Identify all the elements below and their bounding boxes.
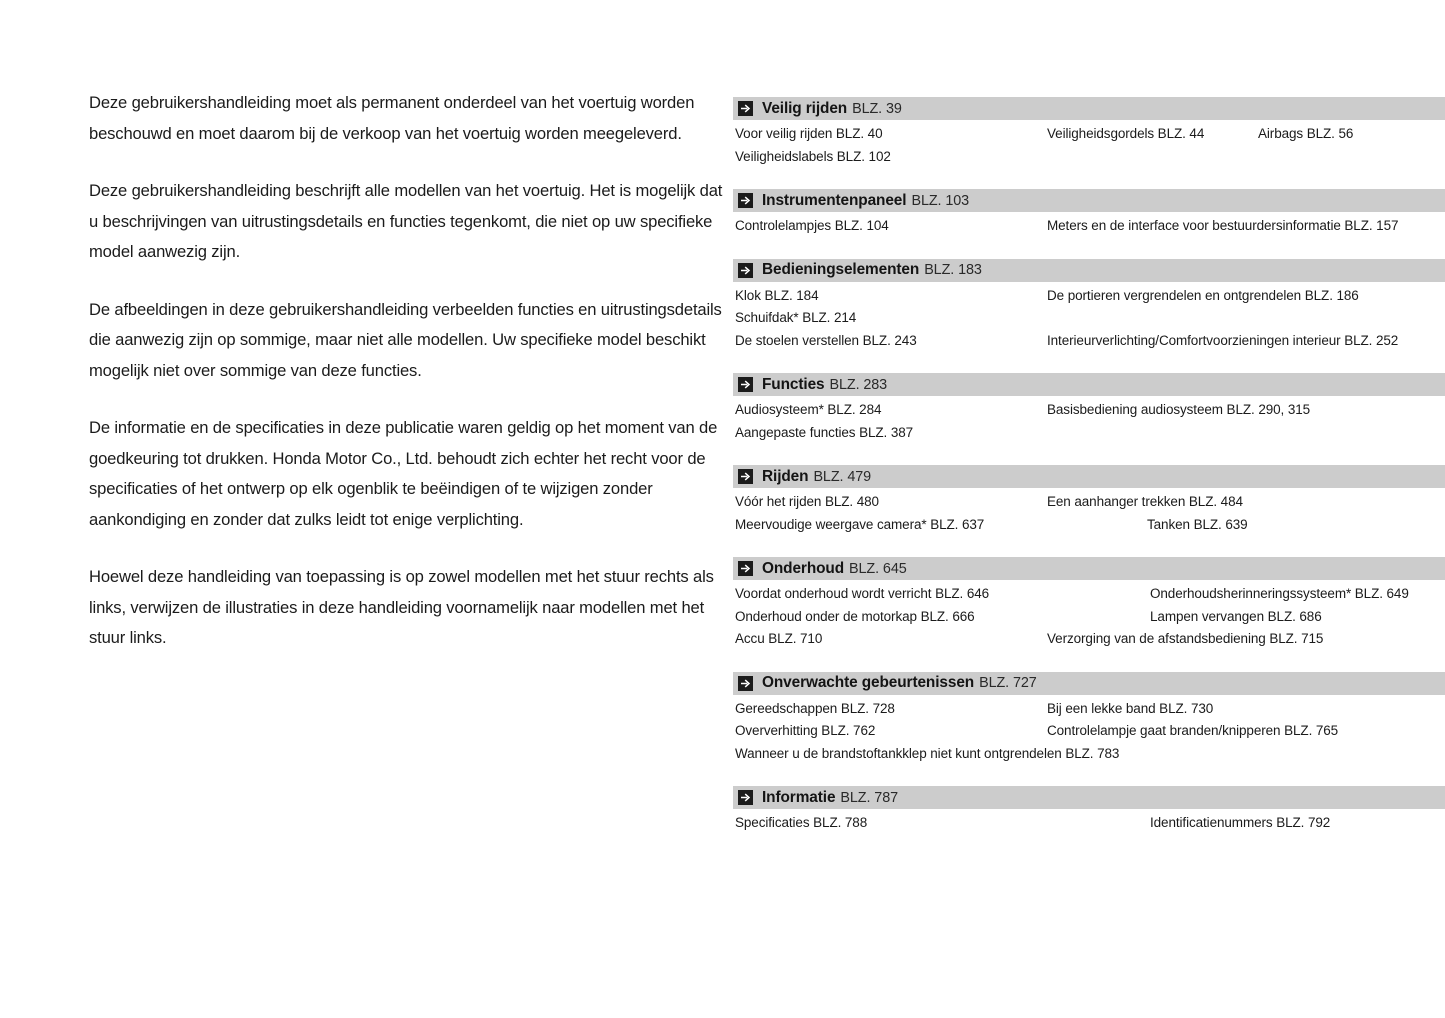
toc-section-gap bbox=[733, 765, 1445, 786]
intro-paragraph: De informatie en de specificaties in deze publicatie waren geldig op het moment van de goedkeuring tot drukken. Honda Motor Co., Ltd. behoudt zich echter het recht voor de specificaties of het ontwerp op elk ogenblik te beëindigen of te wijzigen zonder aankondiging en zonder dat zulks leidt tot enige verplichting. bbox=[89, 418, 718, 529]
arrow-right-box-icon bbox=[738, 469, 753, 484]
toc-item[interactable]: De stoelen verstellen BLZ. 243 bbox=[735, 332, 917, 348]
toc-item[interactable]: Onderhoudsherinneringssysteem* BLZ. 649 bbox=[1150, 586, 1409, 601]
toc-item-row bbox=[733, 743, 1445, 766]
toc-item[interactable]: Veiligheidslabels BLZ. 102 bbox=[735, 148, 891, 164]
toc-item[interactable]: Oververhitting BLZ. 762 bbox=[735, 723, 876, 738]
toc-section bbox=[733, 97, 1445, 189]
toc-item[interactable]: Meervoudige weergave camera* BLZ. 637 bbox=[735, 516, 985, 532]
toc-item-row bbox=[733, 606, 1445, 629]
toc-item[interactable]: Verzorging van de afstandsbediening BLZ. 715 bbox=[1047, 631, 1324, 646]
toc-item-row bbox=[733, 307, 1445, 330]
toc-section bbox=[733, 557, 1445, 672]
toc-section-page: BLZ. 103 bbox=[911, 192, 970, 209]
toc-section bbox=[733, 672, 1445, 787]
toc-item[interactable]: Meters en de interface voor bestuurdersinformatie BLZ. 157 bbox=[1047, 218, 1399, 233]
toc-section-title: Onderhoud bbox=[762, 559, 845, 577]
arrow-right-box-icon bbox=[738, 101, 753, 116]
toc-section-header[interactable] bbox=[733, 465, 1445, 488]
toc-item[interactable]: Controlelampje gaat branden/knipperen BLZ. 765 bbox=[1047, 723, 1339, 738]
toc-section-gap bbox=[733, 444, 1445, 465]
toc-section bbox=[733, 189, 1445, 259]
toc-section-title: Veilig rijden bbox=[762, 99, 848, 117]
toc-item-row bbox=[733, 422, 1445, 445]
toc-section-items bbox=[733, 120, 1445, 168]
toc-section-title: Informatie bbox=[762, 788, 836, 806]
toc-section-gap bbox=[733, 536, 1445, 557]
toc-item[interactable]: Klok BLZ. 184 bbox=[735, 287, 819, 303]
toc-section-title: Onverwachte gebeurtenissen bbox=[762, 674, 975, 691]
toc-item[interactable]: Wanneer u de brandstoftankklep niet kunt ontgrendelen BLZ. 783 bbox=[735, 745, 1120, 761]
intro-text-column bbox=[89, 88, 723, 654]
toc-item[interactable]: Aangepaste functies BLZ. 387 bbox=[735, 424, 914, 440]
toc-section-gap bbox=[733, 168, 1445, 189]
toc-item[interactable]: Gereedschappen BLZ. 728 bbox=[735, 700, 895, 716]
toc-section bbox=[733, 373, 1445, 465]
toc-item[interactable]: Controlelampjes BLZ. 104 bbox=[735, 218, 889, 233]
toc-item-row bbox=[733, 146, 1445, 169]
toc-item-row bbox=[733, 720, 1445, 743]
toc-section-items bbox=[733, 488, 1445, 536]
toc-item[interactable]: Lampen vervangen BLZ. 686 bbox=[1150, 608, 1322, 624]
toc-section bbox=[733, 786, 1445, 835]
toc-section-title: Rijden bbox=[762, 467, 809, 485]
intro-paragraph: De afbeeldingen in deze gebruikershandleiding verbeelden functies en uitrustingsdetails die aanwezig zijn op sommige, maar niet alle modellen. Uw specifieke model beschikt mogelijk niet over sommige van deze functies. bbox=[89, 299, 722, 380]
toc-item[interactable]: Tanken BLZ. 639 bbox=[1147, 516, 1248, 532]
toc-section-header[interactable] bbox=[733, 672, 1445, 695]
toc-section-items bbox=[733, 396, 1445, 444]
intro-paragraph: Deze gebruikershandleiding moet als permanent onderdeel van het voertuig worden beschouwd en moet daarom bij de verkoop van het voertuig worden meegeleverd. bbox=[89, 93, 695, 143]
toc-item[interactable]: Interieurverlichting/Comfortvoorzieningen interieur BLZ. 252 bbox=[1047, 332, 1399, 348]
table-of-contents bbox=[733, 97, 1445, 835]
toc-section-items bbox=[733, 580, 1445, 651]
toc-item[interactable]: Specificaties BLZ. 788 bbox=[735, 815, 868, 830]
toc-item-row bbox=[733, 583, 1445, 606]
toc-section-page: BLZ. 39 bbox=[852, 100, 902, 117]
toc-section-header[interactable] bbox=[733, 557, 1445, 580]
toc-section-header[interactable] bbox=[733, 786, 1445, 809]
arrow-right-box-icon bbox=[738, 377, 753, 392]
toc-section-page: BLZ. 479 bbox=[813, 468, 872, 485]
toc-item[interactable]: Identificatienummers BLZ. 792 bbox=[1150, 815, 1331, 830]
toc-item[interactable]: Voor veilig rijden BLZ. 40 bbox=[735, 126, 883, 141]
toc-item-row bbox=[733, 123, 1445, 146]
toc-section-header[interactable] bbox=[733, 189, 1445, 212]
toc-section-page: BLZ. 283 bbox=[829, 376, 888, 393]
toc-item-row bbox=[733, 628, 1445, 651]
toc-item[interactable]: Veiligheidsgordels BLZ. 44 bbox=[1047, 126, 1205, 141]
toc-item-row bbox=[733, 215, 1445, 238]
toc-section-items bbox=[733, 695, 1445, 766]
toc-section-page: BLZ. 727 bbox=[979, 675, 1037, 691]
toc-item[interactable]: Bij een lekke band BLZ. 730 bbox=[1047, 700, 1214, 716]
toc-section-title: Functies bbox=[762, 375, 825, 393]
toc-item-row bbox=[733, 812, 1445, 835]
toc-item-row bbox=[733, 514, 1445, 537]
toc-section-page: BLZ. 645 bbox=[849, 560, 907, 577]
toc-item[interactable]: Voordat onderhoud wordt verricht BLZ. 646 bbox=[735, 586, 990, 601]
toc-section-items bbox=[733, 282, 1445, 353]
toc-section-gap bbox=[733, 651, 1445, 672]
toc-section-header[interactable] bbox=[733, 373, 1445, 396]
toc-item[interactable]: Schuifdak* BLZ. 214 bbox=[735, 310, 857, 325]
toc-section-page: BLZ. 183 bbox=[924, 262, 982, 278]
toc-item[interactable]: Audiosysteem* BLZ. 284 bbox=[735, 402, 882, 417]
toc-section-title: Instrumentenpaneel bbox=[762, 191, 907, 209]
toc-item[interactable]: De portieren vergrendelen en ontgrendelen BLZ. 186 bbox=[1047, 287, 1359, 303]
toc-item-row bbox=[733, 330, 1445, 353]
toc-section-gap bbox=[733, 238, 1445, 259]
toc-item[interactable]: Een aanhanger trekken BLZ. 484 bbox=[1047, 494, 1243, 509]
toc-item[interactable]: Airbags BLZ. 56 bbox=[1258, 126, 1354, 141]
toc-section-header[interactable] bbox=[733, 97, 1445, 120]
intro-paragraph: Hoewel deze handleiding van toepassing is op zowel modellen met het stuur rechts als links, verwijzen de illustraties in deze handleiding voornamelijk naar modellen met het stuur links. bbox=[89, 567, 714, 647]
toc-section-items bbox=[733, 212, 1445, 238]
intro-paragraph: Deze gebruikershandleiding beschrijft alle modellen van het voertuig. Het is mogelijk dat u beschrijvingen van uitrustingsdetails en functies tegenkomt, die niet op uw specifieke model aanwezig zijn. bbox=[89, 181, 723, 261]
toc-item[interactable]: Accu BLZ. 710 bbox=[735, 631, 823, 646]
toc-item-row bbox=[733, 491, 1445, 514]
toc-section-header[interactable] bbox=[733, 259, 1445, 282]
toc-section-title: Bedieningselementen bbox=[762, 261, 920, 278]
toc-item-row bbox=[733, 698, 1445, 721]
arrow-right-box-icon bbox=[738, 263, 753, 278]
toc-item-row bbox=[733, 285, 1445, 308]
toc-section-gap bbox=[733, 352, 1445, 373]
toc-section-items bbox=[733, 809, 1445, 835]
arrow-right-box-icon bbox=[738, 676, 753, 691]
toc-item[interactable]: Vóór het rijden BLZ. 480 bbox=[735, 494, 879, 509]
toc-item-row bbox=[733, 399, 1445, 422]
arrow-right-box-icon bbox=[738, 790, 753, 805]
toc-section bbox=[733, 259, 1445, 374]
toc-section-page: BLZ. 787 bbox=[840, 789, 899, 806]
arrow-right-box-icon bbox=[738, 193, 753, 208]
toc-item[interactable]: Basisbediening audiosysteem BLZ. 290, 315 bbox=[1047, 402, 1311, 417]
toc-section bbox=[733, 465, 1445, 557]
toc-item[interactable]: Onderhoud onder de motorkap BLZ. 666 bbox=[735, 608, 975, 624]
arrow-right-box-icon bbox=[738, 561, 753, 576]
